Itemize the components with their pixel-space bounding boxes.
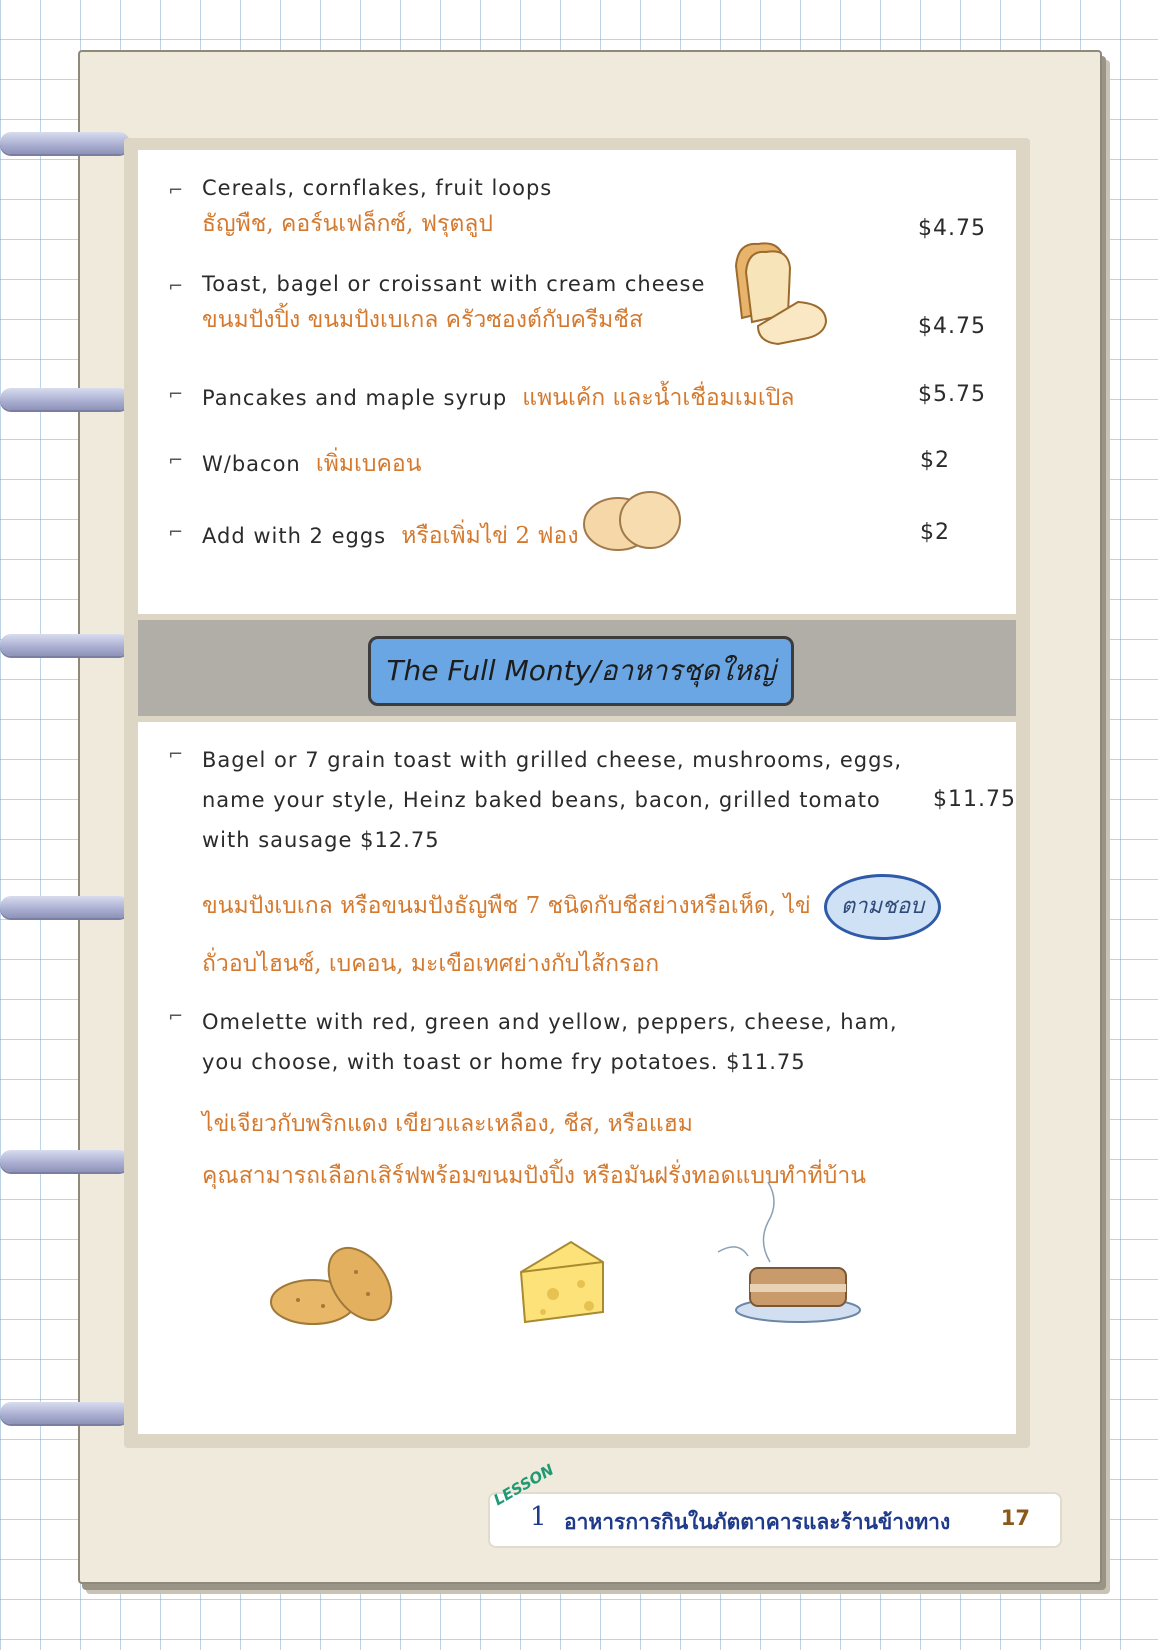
binder-ring bbox=[0, 1402, 130, 1424]
bullet-icon: ⌐ bbox=[168, 180, 184, 201]
menu-item bbox=[168, 272, 986, 338]
binder-ring bbox=[0, 388, 130, 410]
item-price: $5.75 bbox=[918, 382, 986, 407]
item-price: $11.75 bbox=[933, 787, 1016, 812]
binder-ring bbox=[0, 1150, 130, 1172]
item-thai: ขนมปังปิ้ง ขนมปังเบเกล ครัวซองต์กับครีมชีส bbox=[202, 307, 643, 333]
item-english bbox=[202, 780, 1016, 820]
item-thai: เพิ่มเบคอน bbox=[315, 451, 422, 477]
item-english: Omelette with red, green and yellow, peppers, cheese, ham, bbox=[202, 1010, 898, 1034]
item-english: Cereals, cornflakes, fruit loops bbox=[202, 176, 553, 200]
item-thai: ไข่เจียวกับพริกแดง เขียวและเหลือง, ชีส, หรือแฮม bbox=[202, 1111, 693, 1137]
cheese-icon bbox=[513, 1232, 613, 1328]
style-badge: ตามชอบ bbox=[824, 874, 941, 940]
eggs-icon bbox=[578, 486, 688, 556]
item-price: $2 bbox=[920, 448, 950, 473]
potatoes-icon bbox=[268, 1242, 408, 1332]
bullet-icon: ⌐ bbox=[168, 276, 184, 297]
item-thai: ถั่วอบไฮนซ์, เบคอน, มะเขือเทศย่างกับไส้กรอก bbox=[202, 951, 660, 977]
menu-item bbox=[168, 176, 986, 242]
bread-icon bbox=[728, 236, 838, 348]
bullet-icon: ⌐ bbox=[168, 1006, 184, 1027]
item-thai: ธัญพืช, คอร์นเฟล็กซ์, ฟรุตลูป bbox=[202, 211, 493, 237]
section-title: The Full Monty/อาหารชุดใหญ่ bbox=[368, 636, 794, 706]
lesson-title: อาหารการกินในภัตตาคารและร้านข้างทาง bbox=[564, 1509, 951, 1534]
full-monty-panel bbox=[138, 722, 1016, 1434]
menu-item bbox=[168, 740, 1016, 988]
lesson-footer bbox=[488, 1492, 1062, 1548]
binder-ring bbox=[0, 132, 130, 154]
item-thai: ขนมปังเบเกล หรือขนมปังธัญพืช 7 ชนิดกับชีสย่างหรือเห็ด, ไข่ bbox=[202, 893, 811, 919]
lesson-number: 1 bbox=[530, 1502, 547, 1532]
item-thai: คุณสามารถเลือกเสิร์ฟพร้อมขนมปังปิ้ง หรือมันฝรั่งทอดแบบทำที่บ้าน bbox=[202, 1163, 867, 1189]
item-thai: หรือเพิ่มไข่ 2 ฟอง bbox=[401, 523, 579, 549]
page-number: 17 bbox=[1000, 1506, 1030, 1530]
item-english: W/bacon bbox=[202, 452, 301, 476]
item-price: $4.75 bbox=[918, 216, 986, 241]
bullet-icon: ⌐ bbox=[168, 522, 184, 543]
item-english: Pancakes and maple syrup bbox=[202, 386, 508, 410]
item-english: Add with 2 eggs bbox=[202, 524, 387, 548]
breakfast-menu-panel bbox=[138, 150, 1016, 614]
bullet-icon: ⌐ bbox=[168, 384, 184, 405]
item-price: $2 bbox=[920, 520, 950, 545]
item-price: $4.75 bbox=[918, 314, 986, 339]
item-english: Toast, bagel or croissant with cream cheese bbox=[202, 272, 706, 296]
binder-ring bbox=[0, 634, 130, 656]
menu-item bbox=[168, 518, 986, 554]
lesson-label: LESSON bbox=[490, 1460, 557, 1510]
item-english: Bagel or 7 grain toast with grilled cheese, mushrooms, eggs, bbox=[202, 748, 903, 772]
binder-ring bbox=[0, 896, 130, 918]
bullet-icon: ⌐ bbox=[168, 450, 184, 471]
menu-item bbox=[168, 446, 986, 482]
item-english: with sausage $12.75 bbox=[202, 828, 440, 852]
bullet-icon: ⌐ bbox=[168, 744, 184, 765]
section-banner bbox=[138, 620, 1016, 716]
item-english: you choose, with toast or home fry potatoes. $11.75 bbox=[202, 1050, 806, 1074]
sandwich-icon bbox=[708, 1172, 868, 1332]
item-english-line: name your style, Heinz baked beans, bacon, grilled tomato bbox=[202, 788, 881, 812]
item-thai: แพนเค้ก และน้ำเชื่อมเมเปิล bbox=[522, 385, 795, 411]
menu-item bbox=[168, 380, 986, 416]
